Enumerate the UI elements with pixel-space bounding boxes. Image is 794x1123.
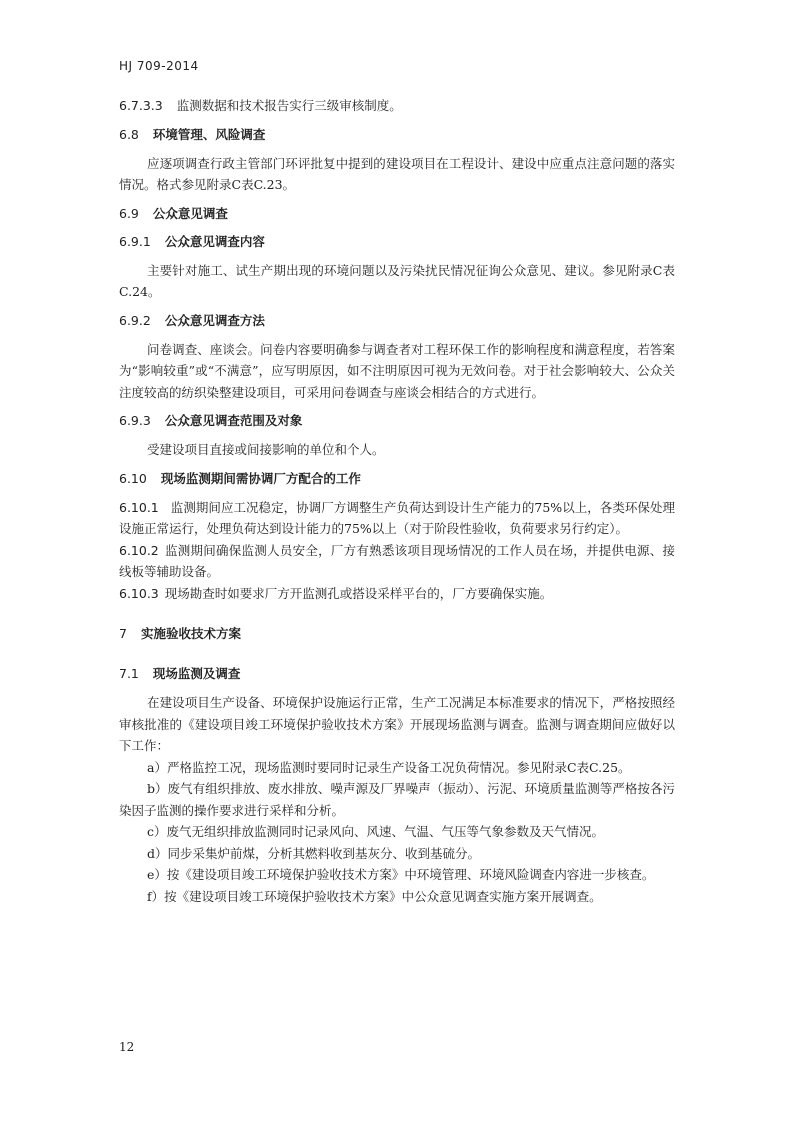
- heading-7: 7 实施验收技术方案: [119, 626, 241, 641]
- list-item-c: c）废气无组织排放监测同时记录风向、风速、气温、气压等气象参数及天气情况。: [147, 824, 605, 839]
- heading-6-9-2: 6.9.2 公众意见调查方法: [119, 312, 265, 328]
- heading-6-9: 6.9 公众意见调查: [119, 205, 228, 221]
- clause-6-10-2: [119, 540, 675, 583]
- heading-title: 现场监测期间需协调厂方配合的工作: [160, 470, 361, 486]
- paragraph-7-1: 在建设项目生产设备、环境保护设施运行正常，生产工况满足本标准要求的情况下，严格按照经审核批准的《建设项目竣工环境保护验收技术方案》开展现场监测与调查。监测与调查期间应做好以下工作：: [119, 695, 675, 753]
- heading-title: 实施验收技术方案: [140, 626, 241, 641]
- list-item-e: e）按《建设项目竣工环境保护验收技术方案》中环境管理、环境风险调查内容进一步核查。: [147, 867, 655, 882]
- heading-title: 现场监测及调查: [152, 666, 241, 681]
- list-item-d: d）同步采集炉前煤，分析其燃料收到基灰分、收到基硫分。: [147, 845, 481, 861]
- clause-number: 6.7.3.3: [119, 98, 163, 113]
- list-item-f: f）按《建设项目竣工环境保护验收技术方案》中公众意见调查实施方案开展调查。: [147, 888, 602, 904]
- clause-text: 现场勘查时如要求厂方开监测孔或搭设采样平台的，厂方要确保实施。: [164, 585, 553, 601]
- clause-text: 监测期间确保监测人员安全，厂方有熟悉该项目现场情况的工作人员在场，并提供电源、接线板等辅助设备。: [119, 542, 675, 579]
- heading-6-9-1: 6.9.1 公众意见调查内容: [119, 233, 265, 249]
- page-number: 12: [119, 1040, 135, 1054]
- header-standard-code: HJ 709-2014: [119, 59, 199, 73]
- list-item-b: b）废气有组织排放、废水排放、噪声源及厂界噪声（振动）、污泥、环境质量监测等严格按各污染因子监测的操作要求进行采样和分析。: [119, 781, 675, 818]
- clause-text: 监测期间应工况稳定，协调厂方调整生产负荷达到设计生产能力的75%以上，各类环保处理设施正常运行，处理负荷达到设计能力的75%以上（对于阶段性验收，负荷要求另行约定）。: [119, 499, 675, 536]
- heading-title: 公众意见调查范围及对象: [164, 413, 303, 428]
- clause-number: 6.10.2: [119, 542, 159, 558]
- list-item-a: a）严格监控工况，现场监测时要同时记录生产设备工况负荷情况。参见附录C表C.25。: [147, 759, 631, 775]
- document-body: [119, 95, 675, 907]
- heading-title: 公众意见调查方法: [164, 312, 265, 328]
- heading-6-9-3: 6.9.3 公众意见调查范围及对象: [119, 413, 303, 428]
- heading-title: 环境管理、风险调查: [152, 126, 266, 142]
- clause-text: 监测数据和技术报告实行三级审核制度。: [176, 98, 402, 113]
- clause-6-7-3-3: [119, 95, 675, 117]
- clause-number: 6.10.3: [119, 585, 159, 601]
- clause-number: 6.10.1: [119, 499, 159, 515]
- paragraph-6-9-1: 主要针对施工、试生产期出现的环境问题以及污染扰民情况征询公众意见、建议。参见附录C表C.24。: [119, 262, 675, 299]
- paragraph-6-8: 应逐项调查行政主管部门环评批复中提到的建设项目在工程设计、建设中应重点注意问题的落实情况。格式参见附录C表C.23。: [119, 155, 675, 192]
- heading-title: 公众意见调查内容: [164, 233, 265, 249]
- paragraph-6-9-2: 问卷调查、座谈会。问卷内容要明确参与调查者对工程环保工作的影响程度和满意程度，若答案为“影响较重”或“不满意”，应写明原因，如不注明原因可视为无效问卷。对于社会影响较大、公众关注度较高的纺织染整建设项目，可采用问卷调查与座谈会相结合的方式进行。: [119, 341, 675, 400]
- heading-6-10: 6.10 现场监测期间需协调厂方配合的工作: [119, 470, 361, 486]
- clause-6-10-3: [119, 583, 675, 605]
- paragraph-6-9-3: 受建设项目直接或间接影响的单位和个人。: [147, 442, 385, 457]
- heading-title: 公众意见调查: [152, 205, 228, 221]
- heading-6-8: 6.8 环境管理、风险调查: [119, 126, 266, 142]
- clause-6-10-1: [119, 497, 675, 540]
- heading-7-1: 7.1 现场监测及调查: [119, 666, 241, 681]
